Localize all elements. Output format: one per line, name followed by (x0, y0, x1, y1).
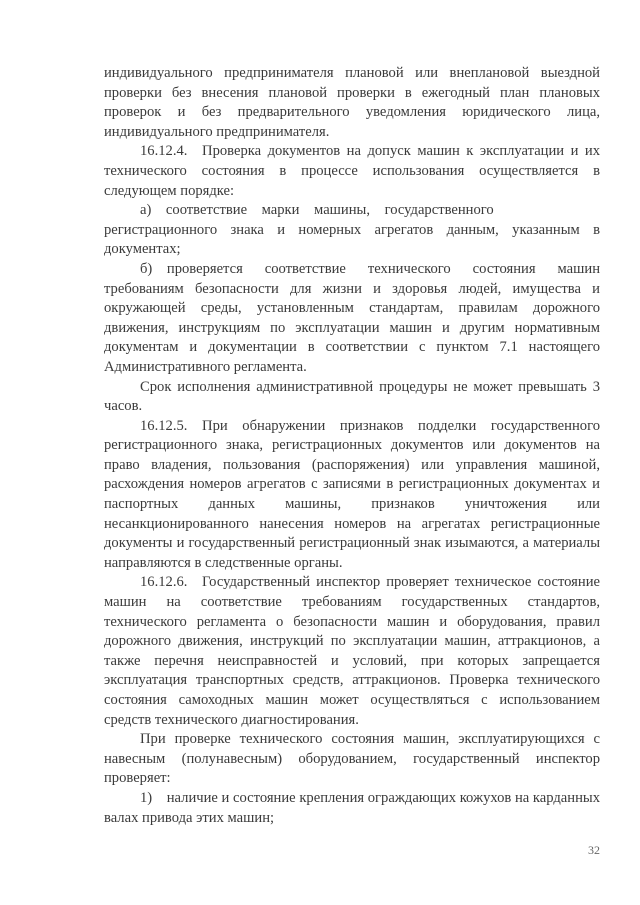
paragraph-deadline: Срок исполнения административной процедуры не может превышать 3 часов. (104, 378, 600, 415)
page-number: 32 (588, 843, 600, 857)
paragraph-inspection-intro: При проверке технического состояния машин, эксплуатирующихся с навесным (полунавесным) оборудованием, государственный инспектор проверяет: (104, 731, 600, 787)
list-item-a: а) соответствие марки машины, государственного регистрационного знака и номерных агрегатов данным, указанным в документах; (104, 202, 600, 258)
paragraph-16-12-5: 16.12.5. При обнаружении признаков подделки государственного регистрационного знака, регистрационных документов или документов на право владения, пользования (распоряжения) или управления машиной, расхождения номеров агрегатов с записями в регистрационных документах и паспортных данных машины, признаков уничтожения или несанкционированного нанесения номеров на агрегатах регистрационные документы и государственный регистрационный знак изымаются, а материалы направляются в следственные органы. (104, 417, 600, 571)
document-body (104, 64, 600, 828)
list-item-1: 1) наличие и состояние крепления ограждающих кожухов на карданных валах привода этих машин; (104, 789, 600, 826)
paragraph-16-12-6: 16.12.6. Государственный инспектор проверяет техническое состояние машин на соответствие требованиям государственных стандартов, технического регламента о безопасности машин и оборудования, правил дорожного движения, инструкций по эксплуатации машин, аттракционов, а также перечня неисправностей и условий, при которых запрещается эксплуатация транспортных средств, аттракционов. Проверка технического состояния самоходных машин может осуществляться с использованием средств технического диагностирования. (104, 574, 600, 728)
paragraph-16-12-4: 16.12.4. Проверка документов на допуск машин к эксплуатации и их технического состояния в процессе использования осуществляется в следующем порядке: (104, 143, 600, 199)
paragraph-continuation: индивидуального предпринимателя плановой или внеплановой выездной проверки без внесения плановой проверки в ежегодный план плановых проверок и без предварительного уведомления юридического лица, индивидуального предпринимателя. (104, 65, 600, 140)
list-item-b: б) проверяется соответствие технического состояния машин требованиям безопасности для жизни и здоровья людей, имущества и окружающей среды, установленным стандартам, правилам дорожного движения, инструкциям по эксплуатации машин и другим нормативным документам и документации в соответствии с пунктом 7.1 настоящего Административного регламента. (104, 260, 600, 375)
